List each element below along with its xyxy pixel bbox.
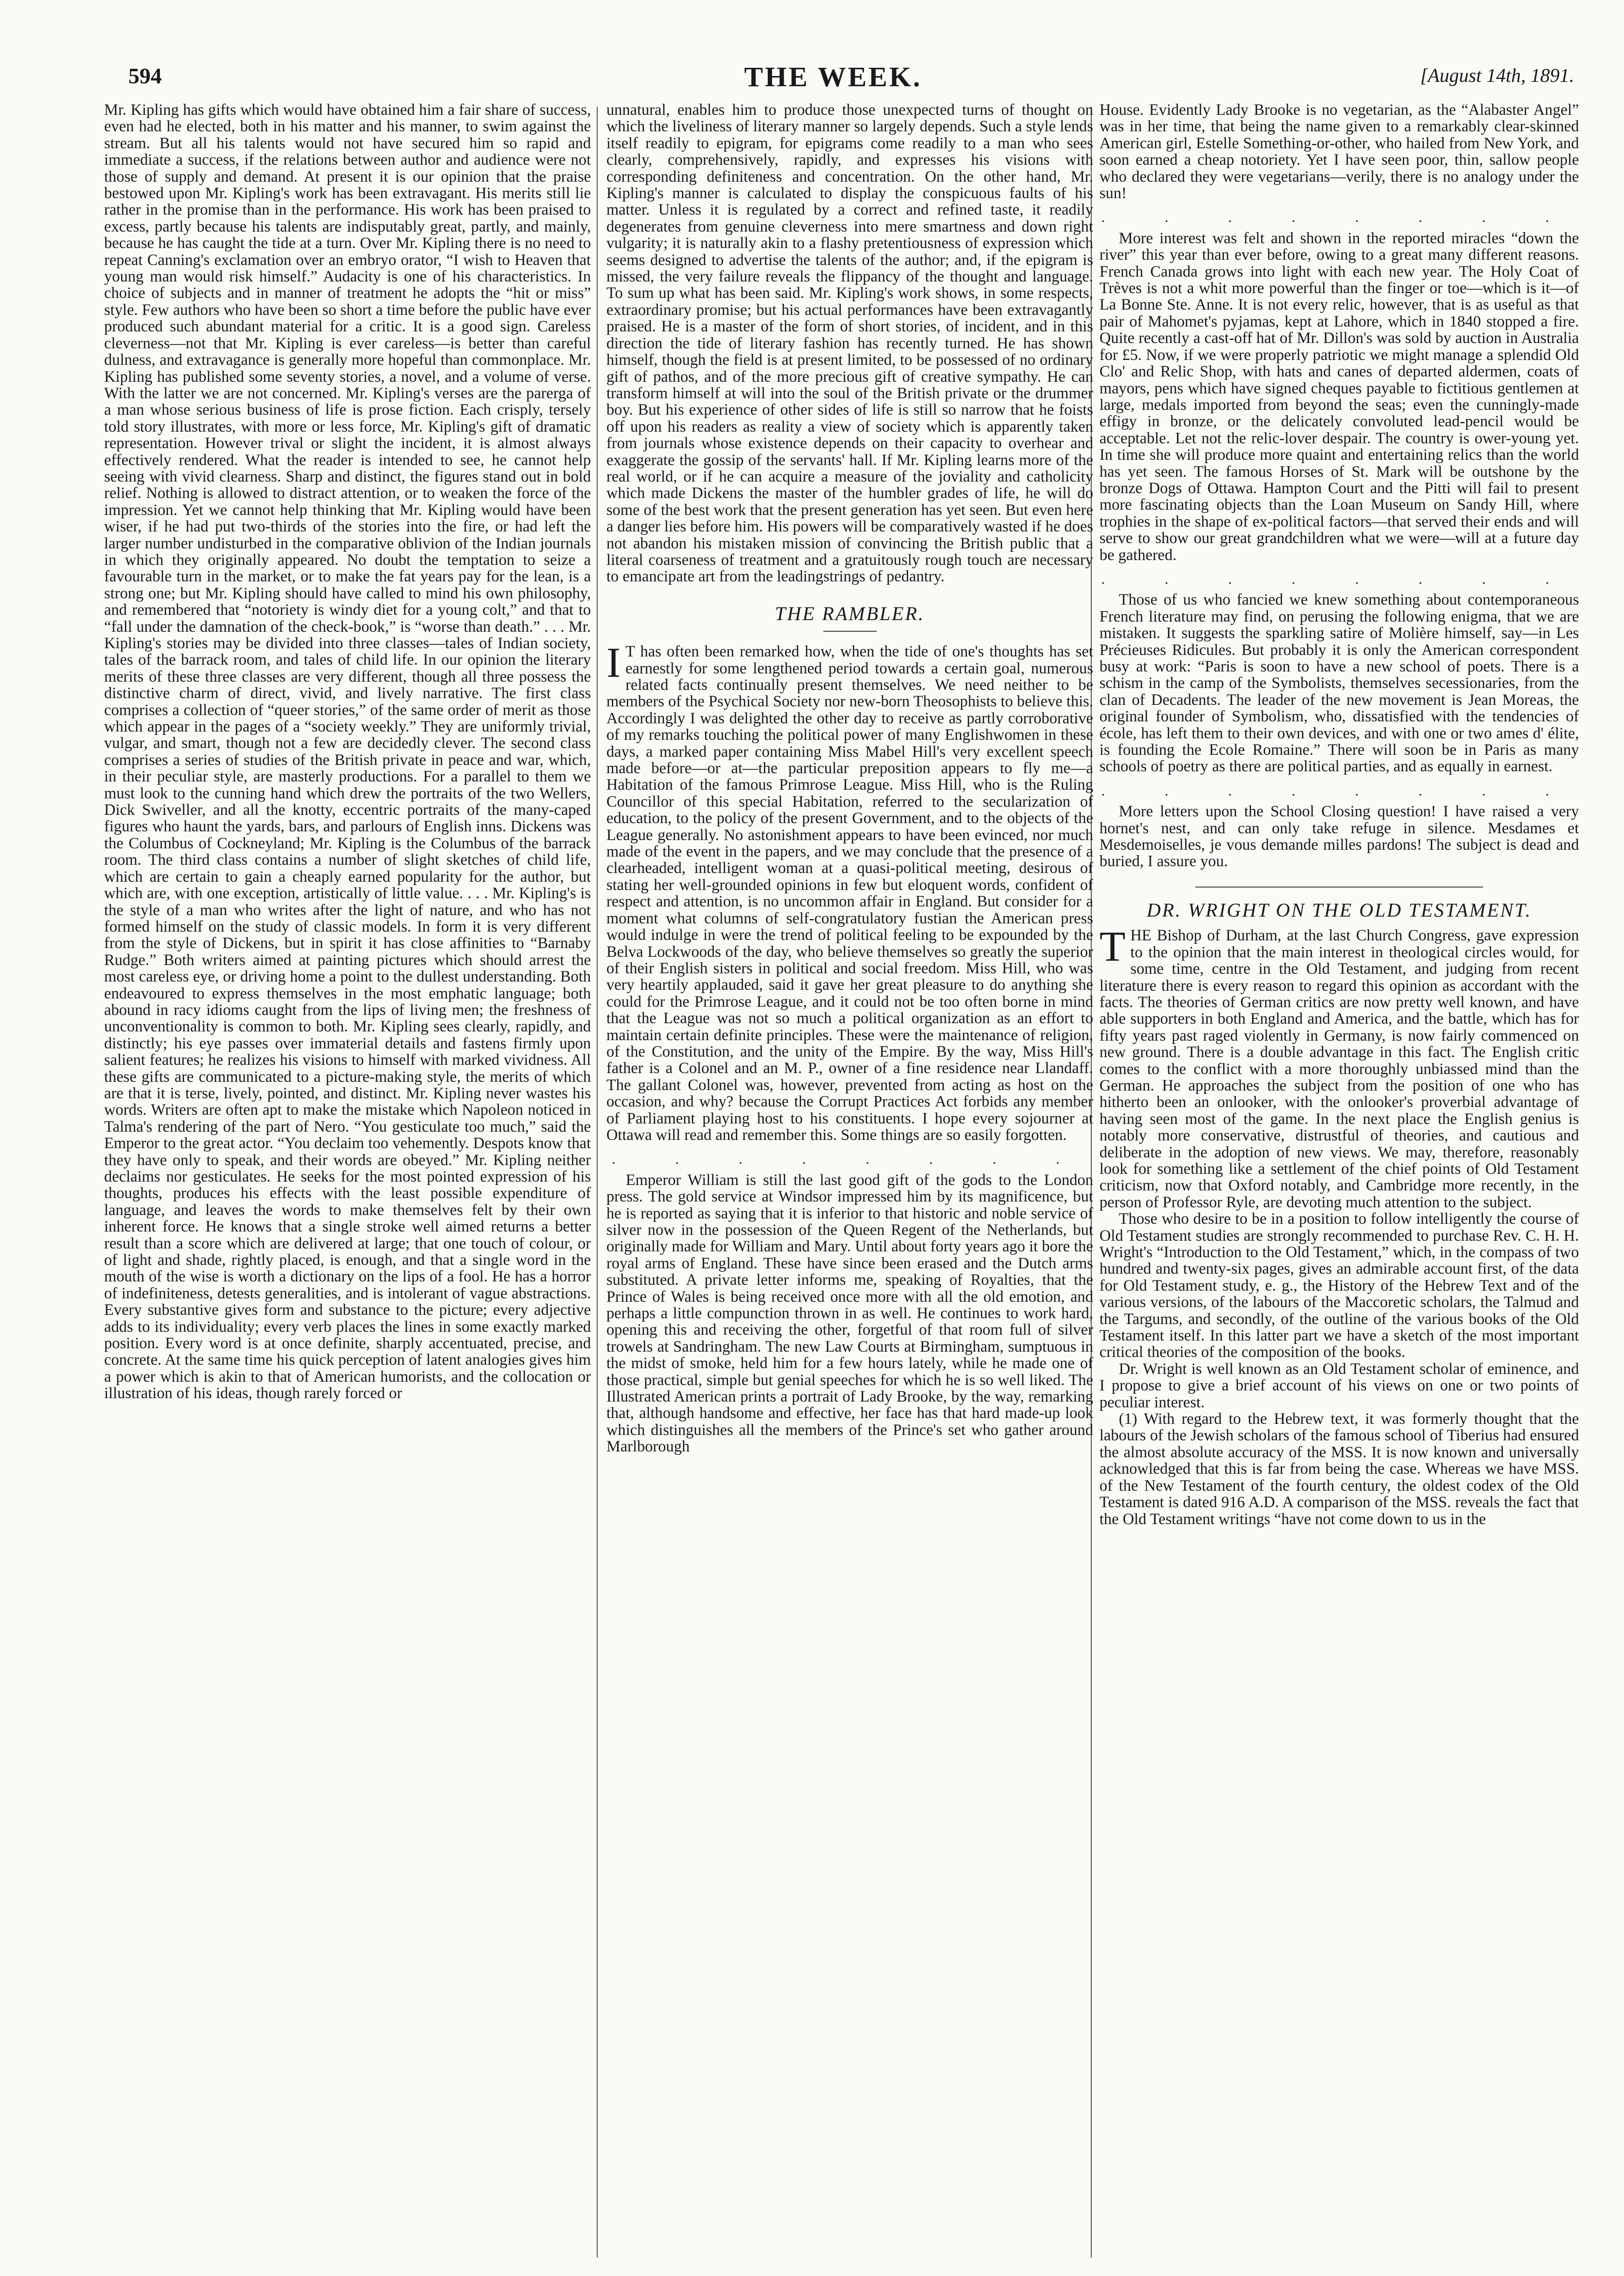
- section-dots: . . . . . . . .: [612, 1151, 1088, 1168]
- section-dots: . . . . . . . .: [1101, 571, 1578, 587]
- drop-cap: T: [1099, 923, 1126, 971]
- column-1: [104, 102, 591, 2272]
- kipling-review-continued: unnatural, enables him to produce those unexpected turns of thought on which the liveliness of literary manner so largely depends. Such a style lends itself readily to epigram, for epigrams come readily to a man who sees clearly, comprehensively, rapidly, and expresses his visions with corresponding definiteness and concentration. On the other hand, Mr. Kipling's manner is calculated to display the conspicuous faults of his matter. Unless it is regulated by a correct and refined taste, it readily degenerates from genuine cleverness into mere smartness and down right vulgarity; it is naturally akin to a flashy pretentiousness of expression which seems designed to advertise the talents of the author; and, if the epigram is missed, the very failure reveals the flippancy of the thought and language. To sum up what has been said. Mr. Kipling's work shows, in some respects, extraordinary promise; but his actual performances have been extravagantly praised. He is a master of the form of short stories, of incident, and in this direction the tide of literary fashion has recently turned. He has shown himself, though the field is at present limited, to be possessed of no ordinary gift of pathos, and of the more precious gift of creative sympathy. He can transform himself at will into the soul of the British private or the drummer boy. But his experience of other sides of life is still so narrow that he foists off upon his readers as reality a view of society which is apparently taken from journals whose existence depends on their capacity to overhear and exaggerate the gossip of the servants' hall. If Mr. Kipling learns more of the real world, or if he can acquire a measure of the joviality and catholicity which made Dickens the master of the humbler grades of life, he will do some of the best work that the present generation has yet seen. But even here a danger lies before him. His powers will be comparatively wasted if he does not abandon his mistaken mission of convincing the British public that a literal coarseness of treatment and a gratuitously rough touch are necessary to emancipate art from the leadingstrings of pedantry.: [606, 101, 1093, 586]
- relics-paragraph: More interest was felt and shown in the reported miracles “down the river” this year than ever before, owing to a great many different reasons. French Canada grows into light with each new year. The Holy Coat of Trèves is not a whit more powerful than the finger or toe—which is it—of La Bonne Ste. Anne. It is not every relic, however, that is as useful as that pair of Mahomet's pyjamas, kept at Lahore, which in 1840 stopped a fire. Quite recently a cast-off hat of Mr. Dillon's was sold by auction in Australia for £5. Now, if we were properly patriotic we might manage a splendid Old Clo' and Relic Shop, with hats and canes of departed aldermen, coats of mayors, pens which have signed cheques payable to fictitious gentlemen at large, medals imported from beyond the seas; even the cunningly-made effigy in bronze, or the delicately convoluted lead-pencil would be acceptable. Let not the relic-lover despair. The country is ower-young yet. In time she will produce more quaint and entertaining relics than the world has yet seen. The famous Horses of St. Mark will be outshone by the bronze Dogs of Ottawa. Hampton Court and the Pitti will fail to present more fascinating objects than the Loan Museum on Sandy Hill, where trophies in the shape of ex-political factors—that served their ends and will serve to show our great grandchildren what we were—will at a future day be gathered.: [1099, 229, 1579, 564]
- rambler-paragraph: [606, 639, 1093, 1144]
- rambler-heading: THE RAMBLER.: [774, 602, 925, 624]
- wright-paragraph-4: (1) With regard to the Hebrew text, it was formerly thought that the labours of the Jewish scholars of the famous school of Tiberius had ensured the almost absolute accuracy of the MSS. It is now known and universally acknowledged that this is far from being the case. Whereas we have MSS. of the New Testament of the fourth century, the oldest codex of the Old Testament is dated 916 A.D. A comparison of the MSS. reveals the fact that the Old Testament writings “have not come down to us in the: [1099, 1410, 1579, 1528]
- drop-cap: I: [606, 639, 621, 687]
- issue-date: [August 14th, 1891.: [1420, 64, 1574, 86]
- school-letters-paragraph: More letters upon the School Closing question! I have raised a very hornet's nest, and can only take refuge in silence. Mesdames et Mesdemoiselles, je vous demande milles pardons! The subject is dead and buried, I assure you.: [1099, 803, 1579, 871]
- emperor-paragraph: Emperor William is still the last good gift of the gods to the London press. The gold service at Windsor impressed him by its magnificence, but he is reported as saying that it is inferior to that historic and noble service of silver now in the possession of the Queen Regent of the Netherlands, but originally made for William and Mary. Until about forty years ago it bore the royal arms of England. These have since been erased and the Dutch arms substituted. A private letter informs me, speaking of Royalties, that the Prince of Wales is being received once more with all the old emotion, and perhaps a little compunction thrown in as well. He continues to work hard, opening this and receiving the other, forgetful of that room full of silver trowels at Sandringham. The new Law Courts at Birmingham, sumptuous in the midst of smoke, held him for a few hours lately, while he made one of those practical, simple but genial speeches for which he is so well liked. The Illustrated American prints a portrait of Lady Brooke, by the way, remarking that, although handsome and effective, her face has that hard made-up look which distinguishes all the members of the Prince's set who gather around Marlborough: [606, 1171, 1093, 1456]
- column-2: [606, 102, 1093, 2272]
- wright-paragraph-1: [1099, 923, 1579, 1211]
- wright-paragraph-3: Dr. Wright is well known as an Old Testament scholar of eminence, and I propose to give a brief account of his views on one or two points of peculiar interest.: [1099, 1360, 1579, 1411]
- page-header: [92, 58, 1574, 102]
- section-rule: [1195, 887, 1483, 888]
- heading-rule: [823, 631, 877, 632]
- vegetarian-paragraph: House. Evidently Lady Brooke is no vegetarian, as the “Alabaster Angel” was in her time, that being the name given to a remarkably clear-skinned American girl, Estelle Something-or-other, who hailed from New York, and soon earned a cheap notoriety. Yet I have seen poor, thin, sallow people who declared they were vegetarians—verily, there is no analogy under the sun!: [1099, 101, 1579, 203]
- page-number: 594: [128, 63, 162, 88]
- masthead: THE WEEK.: [744, 61, 922, 93]
- french-literature-paragraph: Those of us who fancied we knew something about contemporaneous French literature may find, on perusing the following enigma, that we are mistaken. It suggests the sparkling satire of Molière himself, say—in Les Précieuses Ridicules. But probably it is only the American correspondent busy at work: “Paris is soon to have a new school of poets. There is a schism in the camp of the Symbolists, themselves secessionaries, from the clan of Decadents. The leader of the new movement is Jean Moreas, the original founder of Symbolism, who, dissatisfied with the tendencies of école, has left them to their own devices, and with one or two ames d' élite, is founding the Ecole Romaine.” There will soon be in Paris as many schools of poetry as there are political parties, and as equally in earnest.: [1099, 591, 1579, 776]
- column-3: [1099, 102, 1579, 2272]
- wright-text-1: HE Bishop of Durham, at the last Church Congress, gave expression to the opinion that the main interest in theological circles would, for some time, centre in the Old Testament, and judging from recent literature there is every reason to regard this opinion as accordant with the facts. The theories of German critics are now pretty well known, and have able supporters in both England and America, and the battle, which has for fifty years past raged violently in Germany, is now fairly commenced on new ground. There is a double advantage in this fact. The English critic comes to the conflict with a more thoroughly unbiassed mind than the German. He approaches the subject from the position of one who has hitherto been an onlooker, with the onlooker's proverbial advantage of having seen most of the game. In the next place the English genius is notably more conservative, distrustful of theories, and cautious and deliberate in the adoption of new views. We may, therefore, reasonably look for something like a settlement of the chief points of Old Testament criticism, now that Oxford notably, and Cambridge more recently, in the person of Professor Ryle, are devoting much attention to the subject.: [1099, 927, 1579, 1211]
- wright-paragraph-2: Those who desire to be in a position to follow intelligently the course of Old Testament studies are strongly recommended to purchase Rev. C. H. H. Wright's “Introduction to the Old Testament,” which, in the compass of two hundred and twenty-six pages, gives an admirable account first, of the data for Old Testament study, e. g., the History of the Hebrew Text and of the various versions, of the labours of the Maccoretic scholars, the Talmud and the Targums, and secondly, of the outline of the various books of the Old Testament itself. In this latter part we have a sketch of the most important critical theories of the composition of the books.: [1099, 1210, 1579, 1361]
- section-dots: . . . . . . . .: [1101, 782, 1578, 799]
- column-divider: [597, 107, 598, 2258]
- wright-heading: DR. WRIGHT ON THE OLD TESTAMENT.: [1146, 899, 1532, 921]
- section-dots: . . . . . . . .: [1101, 209, 1578, 226]
- kipling-review-text: Mr. Kipling has gifts which would have obtained him a fair share of success, even had he elected, both in his matter and his manner, to swim against the stream. But all his talents would not have secured him so rapid and immediate a success, if the relations between author and audience were not those of supply and demand. At present it is our opinion that the praise bestowed upon Mr. Kipling's work has been extravagant. His merits still lie rather in the promise than in the performance. His work has been praised to excess, partly because his talents are indisputably great, partly, and mainly, because he has caught the tide at a turn. Over Mr. Kipling there is no need to repeat Canning's exclamation over an embryo orator, “I wish to Heaven that young man would risk himself.” Audacity is one of his characteristics. In choice of subjects and in manner of treatment he adopts the “hit or miss” style. Few authors who have been so short a time before the public have ever produced such abundant material for a critic. It is a good sign. Careless cleverness—not that Mr. Kipling is ever careless—is better than careful dulness, and extravagance is generally more hopeful than commonplace. Mr. Kipling has published some seventy stories, a novel, and a volume of verse. With the latter we are not concerned. Mr. Kipling's verses are the parerga of a man whose serious business of life is prose fiction. Each crisply, tersely told story illustrates, with more or less force, Mr. Kipling's gift of dramatic representation. However trival or slight the incident, it is almost always effectively rendered. What the reader is intended to see, he cannot help seeing with vivid clearness. Sharp and distinct, the figures stand out in bold relief. Nothing is allowed to distract attention, or to weaken the force of the impression. Yet we cannot help thinking that Mr. Kipling would have been wiser, if he had put two-thirds of the stories into the fire, or had left the larger number undisturbed in the comparative oblivion of the Indian journals in which they originally appeared. No doubt the temptation to seize a favourable turn in the market, or to make the fat years pay for the lean, is a strong one; but Mr. Kipling should have called to mind his own philosophy, and remembered that “notoriety is windy diet for a young colt,” and that to “fall under the damnation of the check-book,” is “worse than death.” . . . Mr. Kipling's stories may be divided into three classes—tales of Indian society, tales of the barrack room, and tales of child life. In our opinion the literary merits of these three classes are very different, though all three possess the distinctive charm of direct, vivid, and lively narrative. The first class comprises a collection of “queer stories,” of the same order of merit as those which appear in the pages of a “society weekly.” They are uniformly trivial, vulgar, and smart, though not a few are decidedly clever. The second class comprises a series of studies of the British private in peace and war, which, in their peculiar style, are masterly productions. For a parallel to them we must look to the cunning hand which drew the portraits of the two Wellers, Dick Swiveller, and all the knotty, eccentric portraits of the many-caped figures who haunt the yards, bars, and parlours of English inns. Dickens was the Columbus of Cockneyland; Mr. Kipling is the Columbus of the barrack room. The third class contains a number of slight sketches of child life, which are certain to gain a cheaply earned popularity for the author, but which are, with one exception, artistically of little value. . . . Mr. Kipling's is the style of a man who writes after the light of nature, and who has not formed himself on the study of classic models. In form it is very different from the style of Dickens, but in spirit it has close affinities to “Barnaby Rudge.” Both writers aimed at painting pictures which should arrest the most careless eye, or driving home a point to the dullest understanding. Both endeavoured to express themselves in the most emphatic language; both abound in racy idioms caught from the lips of living men; the freshness of unconventionality is common to both. Mr. Kipling sees clearly, rapidly, and distinctly; his eye passes over immaterial details and fastens firmly upon salient features; he realizes his visions to himself with marked vividness. All these gifts are communicated to a picture-making style, the merits of which are that it is terse, lively, pointed, and distinct. Mr. Kipling never wastes his words. Writers are often apt to make the mistake which Napoleon noticed in Talma's rendering of the part of Nero. “You gesticulate too much,” said the Emperor to the great actor. “You declaim too vehemently. Despots know that they have only to speak, and their words are obeyed.” Mr. Kipling neither declaims nor gesticulates. He seeks for the most pointed expression of his thoughts, produces his effects with the least possible expenditure of language, and leaves the words to make themselves felt by their own inherent force. He knows that a single stroke well aimed returns a better result than a score which are delivered at large; that one touch of colour, or of light and shade, rightly placed, is enough, and that a single word in the mouth of the wise is worth a dictionary on the lips of a fool. He has a horror of indefiniteness, detests generalities, and is intolerant of vague abstractions. Every substantive gives form and substance to the picture; every adjective adds to its individuality; every verb places the lines in some exactly marked position. Every word is at once definite, sharply accentuated, precise, and concrete. At the same time his quick perception of latent analogies gives him a power which is akin to that of American humorists, and the collocation or illustration of his ideas, though rarely forced or: [104, 101, 591, 1403]
- rambler-text: T has often been remarked how, when the tide of one's thoughts has set earnestly for some lengthened period towards a certain goal, numerous related facts continually present themselves. We need neither to be members of the Psychical Society nor new-born Theosophists to believe this. Accordingly I was delighted the other day to receive as partly corroborative of my remarks touching the political power of many Englishwomen in these days, a marked paper containing Miss Mabel Hill's very excellent speech made before—or at—the particular preposition appears to fly me—a Habitation of the famous Primrose League. Miss Hill, who is the Ruling Councillor of this special Habitation, referred to the secularization of education, to the policy of the present Government, and to the objects of the League generally. No astonishment appears to have been evinced, nor much made of the event in the papers, and we may conclude that the presence of a clearheaded, intelligent woman at a quasi-political meeting, desirous of stating her well-grounded opinions in few but eloquent words, confident of respect and attention, is no uncommon affair in England. But consider for a moment what columns of self-congratulatory fustian the American press would indulge in were the trend of political feeling to be expounded by the Belva Lockwoods of the day, who believe themselves so greatly the superior of their English sisters in political and social freedom. Miss Hill, who was very heartily applauded, said it gave her great pleasure to do anything she could for the Primrose League, and it could not be too often borne in mind that the League was not so much a political organization as an effort to maintain certain definite principles. These were the maintenance of religion, of the Constitution, and the unity of the Empire. By the way, Miss Hill's father is a Colonel and an M. P., owner of a fine residence near Llandaff. The gallant Colonel was, however, prevented from acting as host on the occasion, and why? because the Corrupt Practices Act forbids any member of Parliament playing host to his constituents. I hope every sojourner at Ottawa will read and remember this. Some things are so easily forgotten.: [606, 643, 1093, 1144]
